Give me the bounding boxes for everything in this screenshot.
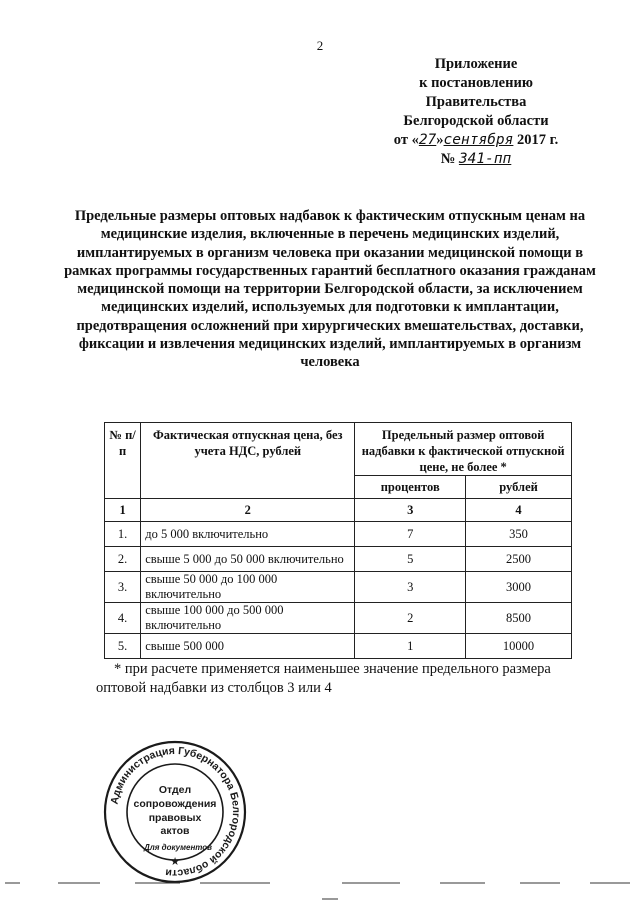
row-num: 2. — [105, 547, 141, 572]
index-cell: 2 — [141, 499, 355, 522]
row-price: до 5 000 включительно — [141, 522, 355, 547]
row-price: свыше 5 000 до 50 000 включительно — [141, 547, 355, 572]
table-row — [105, 634, 572, 659]
row-percent: 3 — [355, 572, 466, 603]
row-percent: 1 — [355, 634, 466, 659]
number-value: 341-пп — [458, 151, 512, 167]
date-mid: » — [436, 132, 444, 148]
appendix-line: Приложение — [434, 56, 518, 72]
row-rubles: 2500 — [466, 547, 572, 572]
document-title: Предельные размеры оптовых надбавок к фактическим отпускным ценам на медицинские изделия, включенные в перечень медицинских изделий, имплантируемых в организм человека при оказании медицинской помощи в рамках программы государственных гарантий бесплатного оказания гражданам медицинской помощи на территории Белгородской области, за исключением медицинских изделий, используемых для подготовки к имплантации, предотвращения осложнений при хирургических вмешательствах, доставки, фиксации и извлечения медицинских изделий, имплантируемых в организм человека — [64, 208, 596, 371]
row-rubles: 3000 — [466, 572, 572, 603]
stamp-line: сопровождения — [133, 798, 217, 810]
index-cell: 3 — [355, 499, 466, 522]
table-index-row — [105, 499, 572, 522]
date-year: 2017 г. — [517, 132, 559, 148]
header-percent: процентов — [355, 476, 466, 499]
stamp-star-icon: ★ — [170, 856, 180, 868]
appendix-line: Правительства — [425, 94, 527, 110]
date-month: сентября — [443, 132, 514, 148]
appendix-number — [376, 150, 576, 169]
page-number: 2 — [316, 38, 324, 53]
row-percent: 7 — [355, 522, 466, 547]
row-rubles: 8500 — [466, 603, 572, 634]
row-num: 4. — [105, 603, 141, 634]
appendix-date — [376, 131, 576, 150]
table-header-row — [105, 423, 572, 476]
index-cell: 4 — [466, 499, 572, 522]
row-percent: 5 — [355, 547, 466, 572]
table-row — [105, 603, 572, 634]
scan-artifacts — [0, 877, 640, 905]
stamp-line: актов — [160, 825, 190, 837]
row-num: 3. — [105, 572, 141, 603]
appendix-header — [376, 55, 576, 169]
header-price: Фактическая отпускная цена, без учета НДС, рублей — [141, 423, 355, 499]
footnote: * при расчете применяется наименьшее значение предельного размера оптовой надбавки из столбцов 3 или 4 — [96, 661, 551, 696]
table-row — [105, 572, 572, 603]
row-rubles: 350 — [466, 522, 572, 547]
table-row — [105, 547, 572, 572]
stamp-line: правовых — [148, 812, 202, 824]
appendix-line: Белгородской области — [403, 113, 549, 129]
row-price: свыше 50 000 до 100 000 включительно — [141, 572, 355, 603]
markup-table — [104, 422, 572, 659]
row-num: 5. — [105, 634, 141, 659]
stamp-line: Отдел — [158, 784, 192, 796]
official-stamp — [100, 737, 250, 887]
stamp-bottom: Для документов — [143, 843, 213, 852]
date-day: 27 — [418, 132, 437, 148]
index-cell: 1 — [105, 499, 141, 522]
appendix-line: к постановлению — [419, 75, 533, 91]
header-rubles: рублей — [466, 476, 572, 499]
header-max: Предельный размер оптовой надбавки к фактической отпускной цене, не более * — [355, 423, 572, 476]
row-price: свыше 500 000 — [141, 634, 355, 659]
stamp-ring-text: Администрация Губернатора Белгородской области — [108, 744, 243, 880]
date-prefix: от « — [393, 132, 419, 148]
row-num: 1. — [105, 522, 141, 547]
table-row — [105, 522, 572, 547]
row-percent: 2 — [355, 603, 466, 634]
row-rubles: 10000 — [466, 634, 572, 659]
header-num: № п/п — [105, 423, 141, 499]
number-prefix: № — [440, 151, 456, 167]
row-price: свыше 100 000 до 500 000 включительно — [141, 603, 355, 634]
